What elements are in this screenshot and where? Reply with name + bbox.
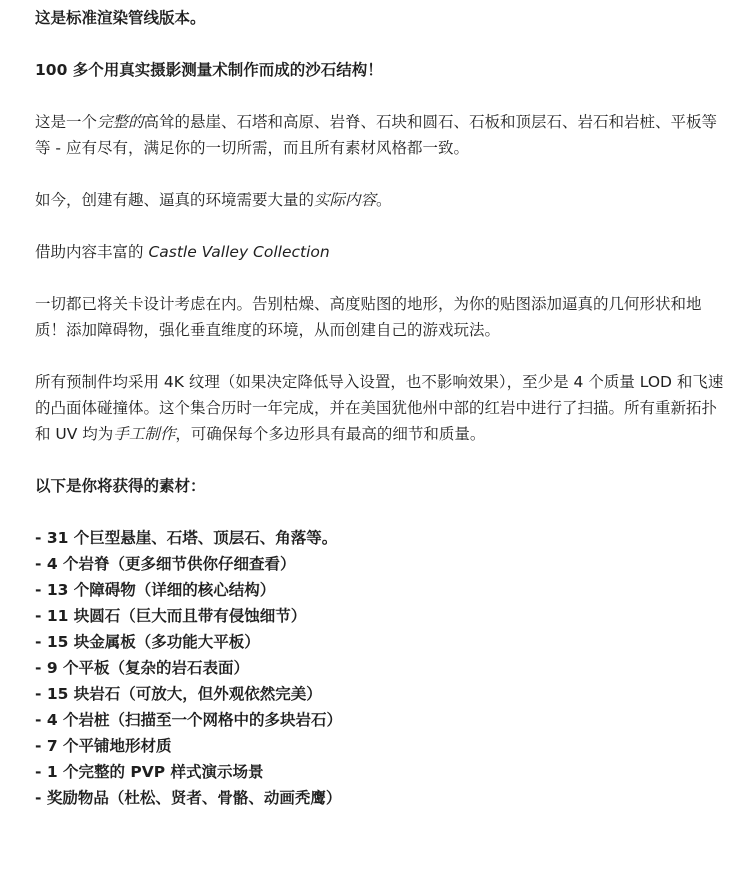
headline: 100 多个用真实摄影测量术制作而成的沙石结构！	[35, 61, 383, 79]
today-text-end: 。	[376, 191, 392, 209]
list-item: - 15 块金属板（多功能大平板）	[35, 633, 260, 651]
today-text-start: 如今，创建有趣、逼真的环境需要大量的	[35, 191, 315, 209]
collection-paragraph	[35, 239, 725, 265]
today-paragraph	[35, 187, 725, 213]
list-item: - 13 个障碍物（详细的核心结构）	[35, 581, 276, 599]
prefabs-paragraph	[35, 369, 725, 447]
list-item: - 7 个平铺地形材质	[35, 737, 172, 755]
today-emphasis: 实际内容	[314, 191, 377, 209]
intro-text-end: 高耸的悬崖、石塔和高原、岩脊、石块和圆石、石板和顶层石、岩石和岩桩、平板等等 - 应有尽有，满足你的一切所需，而且所有素材风格都一致。	[35, 113, 718, 157]
list-item: - 1 个完整的 PVP 样式演示场景	[35, 763, 264, 781]
version-note: 这是标准渲染管线版本。	[35, 9, 206, 27]
asset-list	[35, 525, 750, 811]
list-item: - 4 个岩桩（扫描至一个网格中的多块岩石）	[35, 711, 343, 729]
list-item: - 31 个巨型悬崖、石塔、顶层石、角落等。	[35, 529, 338, 547]
list-item: - 奖励物品（杜松、贤者、骨骼、动画秃鹰）	[35, 789, 342, 807]
prefabs-emphasis: 手工制作	[113, 425, 176, 443]
prefabs-text-start: 所有预制件均采用 4K 纹理（如果决定降低导入设置，也不影响效果），至少是 4 个质量 LOD 和飞速的凸面体碰撞体。这个集合历时一年完成，并在美国犹他州中部的红岩中进行了扫描。所有重新拓扑和 UV 均为	[35, 373, 724, 443]
list-item: - 15 块岩石（可放大，但外观依然完美）	[35, 685, 322, 703]
prefabs-text-end: ，可确保每个多边形具有最高的细节和质量。	[175, 425, 486, 443]
list-heading: 以下是你将获得的素材：	[35, 477, 206, 495]
collection-name: Castle Valley Collection	[148, 243, 330, 261]
intro-paragraph	[35, 109, 725, 161]
intro-emphasis: 完整的	[97, 113, 144, 131]
list-item: - 4 个岩脊（更多细节供你仔细查看）	[35, 555, 296, 573]
intro-text-start: 这是一个	[35, 113, 98, 131]
design-paragraph: 一切都已将关卡设计考虑在内。告别枯燥、高度贴图的地形，为你的贴图添加逼真的几何形状和地质！添加障碍物，强化垂直维度的环境，从而创建自己的游戏玩法。	[35, 295, 702, 339]
collection-text-start: 借助内容丰富的	[35, 243, 149, 261]
list-item: - 9 个平板（复杂的岩石表面）	[35, 659, 250, 677]
list-item: - 11 块圆石（巨大而且带有侵蚀细节）	[35, 607, 307, 625]
